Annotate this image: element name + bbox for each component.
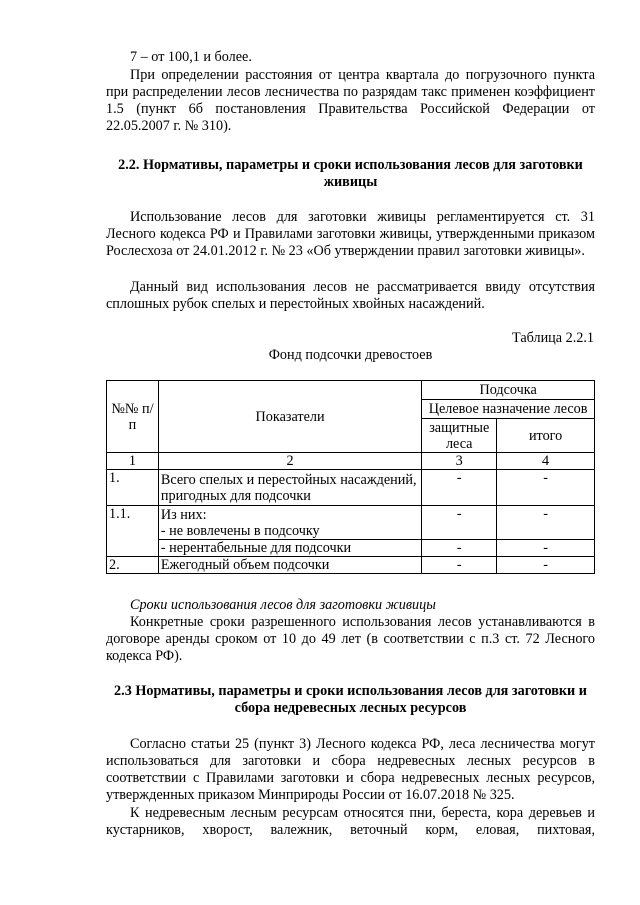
row-num: 1. [107, 470, 159, 506]
row-num [107, 540, 159, 557]
header-total: итого [497, 419, 595, 453]
row-protective: - [422, 470, 497, 506]
col-number-2: 2 [158, 453, 421, 470]
table-title: Фонд подсочки древостоев [268, 347, 433, 363]
line-seven: 7 – от 100,1 и более. [130, 49, 252, 65]
row-label: Всего спелых и перестойных насаждений, пригодных для подсочки [158, 470, 421, 506]
section-2-2-heading: 2.2. Нормативы, параметры и сроки использования лесов для заготовки живицы [118, 157, 583, 190]
section-2-2-paragraph-2: Данный вид использования лесов не рассматривается ввиду отсутствия сплошных рубок спелых и перестойных хвойных насаждений. [106, 279, 595, 312]
row-total: - [497, 470, 595, 506]
header-protective: защитные леса [422, 419, 497, 453]
section-2-3-paragraph-1: Согласно статьи 25 (пункт 3) Лесного кодекса РФ, леса лесничества могут использоваться для заготовки и сбора недревесных лесных ресурсов в соответствии с Правилами заготовки и сбора недревесных лесных ресурсов, утвержденных приказом Минприроды России от 16.07.2018 № 325. [106, 736, 595, 803]
header-subgroup: Целевое назначение лесов [422, 400, 595, 419]
fund-table [106, 380, 595, 574]
table-row [107, 506, 595, 540]
row-protective: - [422, 540, 497, 557]
header-group: Подсочка [422, 381, 595, 400]
table-row [107, 470, 595, 506]
row-label: Ежегодный объем подсочки [158, 557, 421, 574]
section-2-3-paragraph-2: К недревесным лесным ресурсам относятся пни, береста, кора деревьев и кустарников, хворост, валежник, веточный корм, еловая, пихтовая, [106, 805, 595, 838]
table-row [107, 557, 595, 574]
table-number: Таблица 2.2.1 [512, 330, 594, 346]
row-total: - [497, 557, 595, 574]
row-protective: - [422, 506, 497, 540]
col-number-3: 3 [422, 453, 497, 470]
header-num: №№ п/п [107, 381, 159, 453]
section-2-3-heading: 2.3 Нормативы, параметры и сроки использования лесов для заготовки и сбора недревесных лесных ресурсов [114, 683, 587, 716]
row-total: - [497, 540, 595, 557]
row-label: - нерентабельные для подсочки [158, 540, 421, 557]
intro-paragraph: При определении расстояния от центра квартала до погрузочного пункта при распределении лесов лесничества по разрядам такс применен коэффициент 1.5 (пункт 6б постановления Правительства Российской Федерации от 22.05.2007 г. № 310). [106, 67, 595, 134]
col-number-1: 1 [107, 453, 159, 470]
row-num: 2. [107, 557, 159, 574]
terms-italic-heading: Сроки использования лесов для заготовки живицы [130, 597, 436, 613]
col-number-4: 4 [497, 453, 595, 470]
row-label: Из них: - не вовлечены в подсочку [158, 506, 421, 540]
row-num: 1.1. [107, 506, 159, 540]
table-row [107, 540, 595, 557]
terms-paragraph: Конкретные сроки разрешенного использования лесов устанавливаются в договоре аренды сроком от 10 до 49 лет (в соответствии с п.3 ст. 72 Лесного кодекса РФ). [106, 614, 595, 664]
section-2-2-paragraph-1: Использование лесов для заготовки живицы регламентируется ст. 31 Лесного кодекса РФ и Правилами заготовки живицы, утвержденными приказом Рослесхоза от 24.01.2012 г. № 23 «Об утверждении правил заготовки живицы». [106, 209, 595, 259]
row-protective: - [422, 557, 497, 574]
header-indicators: Показатели [158, 381, 421, 453]
row-total: - [497, 506, 595, 540]
